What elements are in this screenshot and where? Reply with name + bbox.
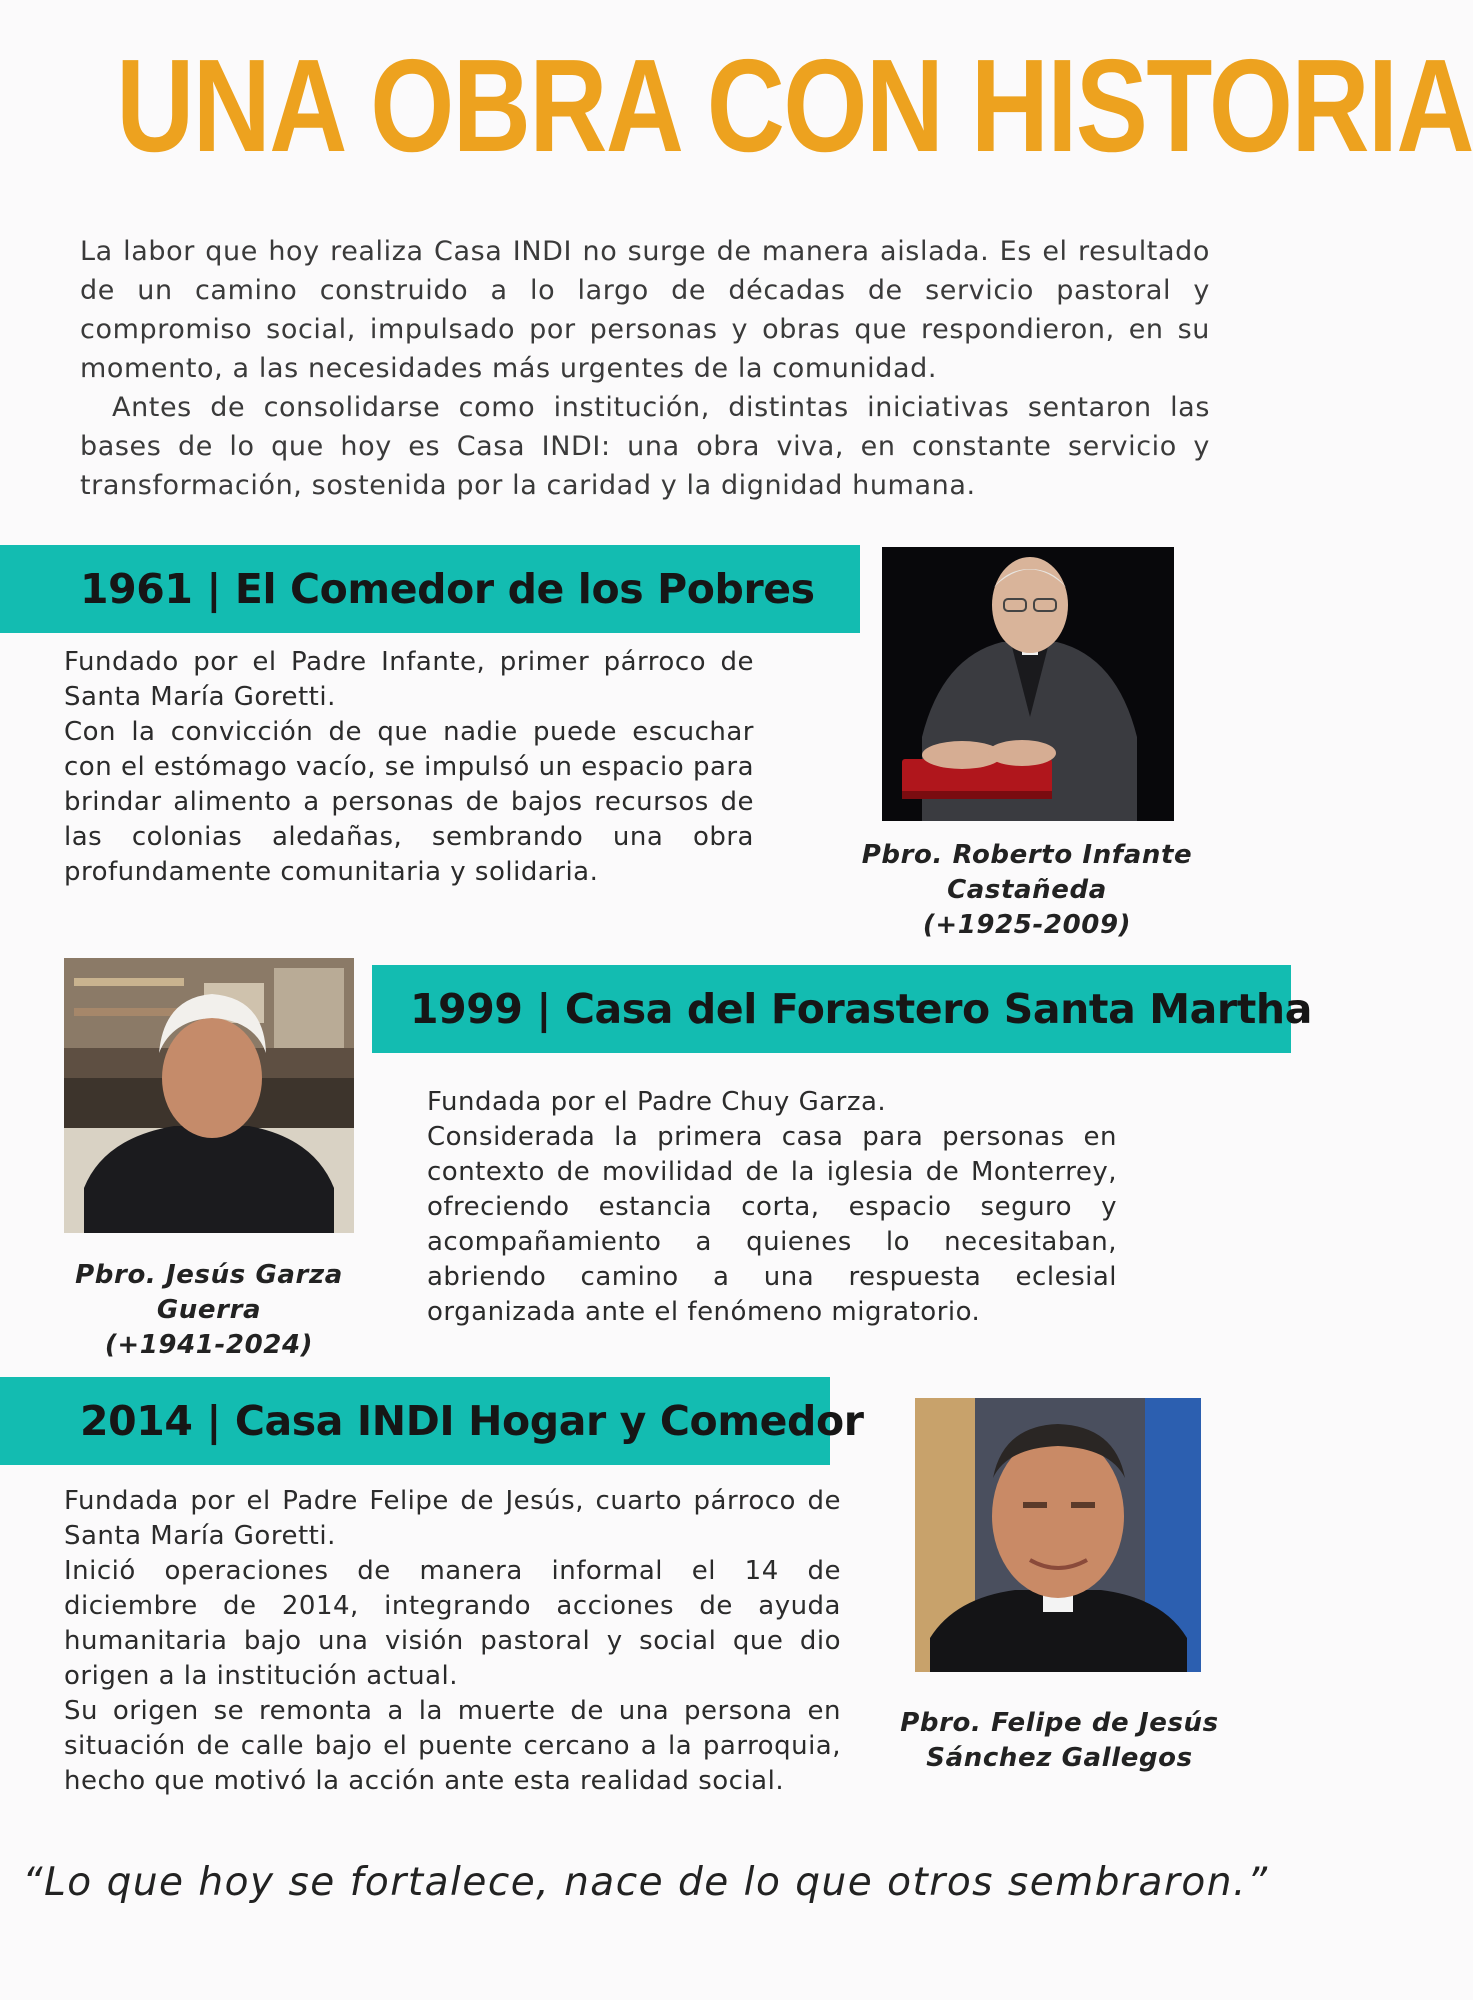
caption-dates: (+1941-2024): [104, 1330, 314, 1360]
portrait-roberto-infante-photo: [882, 547, 1174, 821]
section-1999-paragraph: Considerada la primera casa para personas en contexto de movilidad de la iglesia de Monterrey, ofreciendo estancia corta, espacio seguro y acompañamiento a quienes lo necesitaban, abriendo camino a una respuesta eclesial organizada ante el fenómeno migratorio.: [427, 1122, 1117, 1327]
caption-name: Pbro. Felipe de Jesús: [900, 1708, 1219, 1738]
caption-name-continued: Sánchez Gallegos: [926, 1743, 1193, 1773]
section-2014-banner: [0, 1377, 864, 1465]
intro-paragraph-1: La labor que hoy realiza Casa INDI no surge de manera aislada. Es el resultado de un camino construido a lo largo de décadas de servicio pastoral y compromiso social, impulsado por personas y obras que respondieron, en su momento, a las necesidades más urgentes de la comunidad.: [80, 236, 1210, 384]
section-1999-paragraph: Fundada por el Padre Chuy Garza.: [427, 1087, 887, 1117]
section-2014-paragraph: Su origen se remonta a la muerte de una persona en situación de calle bajo el puente cercano a la parroquia, hecho que motivó la acción ante esta realidad social.: [64, 1696, 841, 1796]
caption-name: Pbro. Roberto Infante Castañeda: [861, 840, 1193, 905]
section-2014-body: [64, 1484, 841, 1799]
caption-name: Pbro. Jesús Garza Guerra: [75, 1260, 343, 1325]
section-1961-paragraph: Con la convicción de que nadie puede escuchar con el estómago vacío, se impulsó un espacio para brindar alimento a personas de bajos recursos de las colonias aledañas, sembrando una obra profundamente comunitaria y solidaria.: [64, 717, 755, 887]
section-1999-heading: 1999 | Casa del Forastero Santa Martha: [410, 985, 1312, 1033]
closing-quote: “Lo que hoy se fortalece, nace de lo que otros sembraron.”: [22, 1860, 1269, 1905]
caption-roberto-infante: [782, 838, 1272, 943]
section-2014-paragraph: Fundada por el Padre Felipe de Jesús, cuarto párroco de Santa María Goretti.: [64, 1486, 841, 1551]
section-1961-banner: [0, 545, 860, 633]
portrait-jesus-garza-photo: [64, 958, 354, 1233]
section-2014-paragraph: Inició operaciones de manera informal el 14 de diciembre de 2014, integrando acciones de ayuda humanitaria bajo una visión pastoral y social que dio origen a la institución actual.: [64, 1556, 841, 1691]
section-1999-banner: [372, 965, 1312, 1053]
portrait-felipe-de-jesus-photo: [915, 1398, 1201, 1672]
intro-text: [80, 232, 1210, 505]
section-1961-paragraph: Fundado por el Padre Infante, primer párroco de Santa María Goretti.: [64, 647, 754, 712]
section-1961-body: [64, 645, 754, 890]
section-1961-heading: 1961 | El Comedor de los Pobres: [80, 565, 815, 613]
intro-paragraph-2: Antes de consolidarse como institución, distintas iniciativas sentaron las bases de lo que hoy es Casa INDI: una obra viva, en constante servicio y transformación, sostenida por la caridad y la dignidad humana.: [80, 392, 1210, 501]
caption-jesus-garza: [20, 1258, 398, 1363]
page-title: UNA OBRA CON HISTORIA: [116, 32, 1473, 179]
section-2014-heading: 2014 | Casa INDI Hogar y Comedor: [80, 1397, 864, 1445]
section-1999-body: [427, 1085, 1117, 1330]
caption-dates: (+1925-2009): [922, 910, 1132, 940]
caption-felipe-de-jesus: [862, 1706, 1257, 1776]
